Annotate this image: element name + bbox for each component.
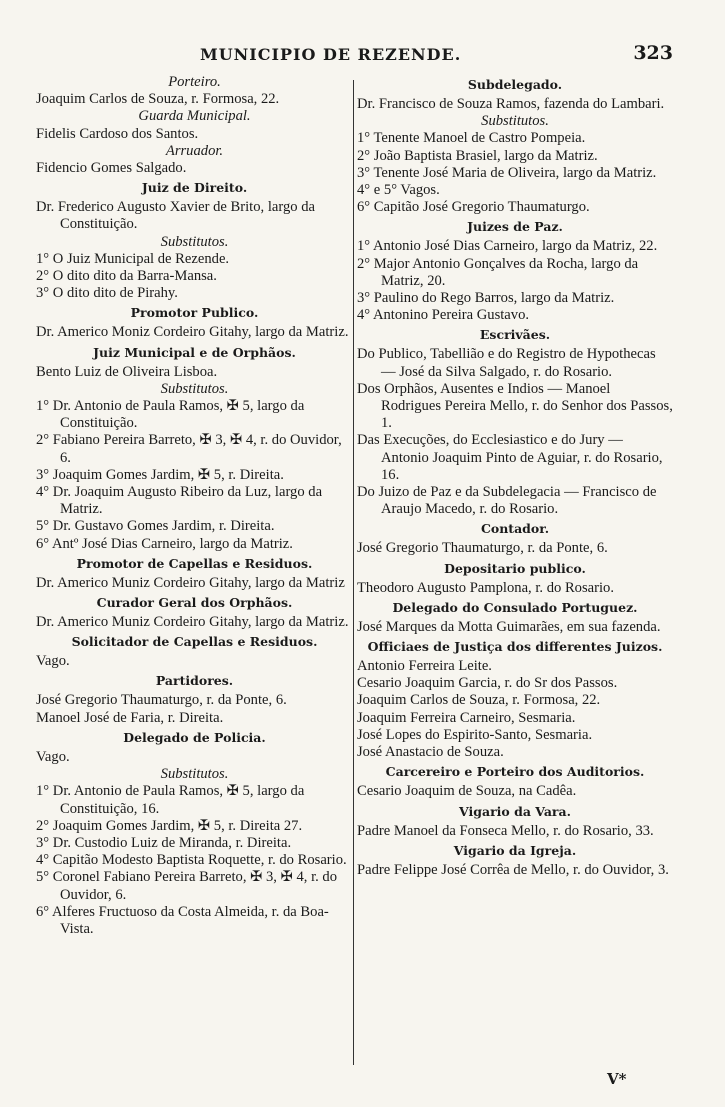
entry: Joaquim Carlos de Souza, r. Formosa, 22. bbox=[36, 91, 280, 108]
entry: 4° Dr. Joaquim Augusto Ribeiro da Luz, largo da Matriz. bbox=[36, 484, 323, 518]
section-heading: Delegado do Consulado Portuguez. bbox=[392, 599, 638, 615]
entry: Fidelis Cardoso dos Santos. bbox=[36, 125, 199, 142]
section-heading: Juiz de Direito. bbox=[141, 180, 248, 196]
entry: Dr. Americo Muniz Cordeiro Gitahy, largo da Matriz bbox=[36, 574, 345, 591]
page-number: 323 bbox=[633, 42, 673, 64]
entry: 2° Fabiano Pereira Barreto, ✠ 3, ✠ 4, r. do Ouvidor, 6. bbox=[36, 432, 342, 466]
entry: Padre Felippe José Corrêa de Mello, r. do Ouvidor, 3. bbox=[357, 861, 669, 878]
entry: Dr. Frederico Augusto Xavier de Brito, largo da Constituição. bbox=[36, 199, 315, 233]
entry: Joaquim Carlos de Souza, r. Formosa, 22. bbox=[357, 692, 601, 709]
entry: Vago. bbox=[36, 748, 70, 765]
subheading: Substitutos. bbox=[160, 380, 229, 397]
page-title: MUNICIPIO DE REZENDE. bbox=[200, 45, 462, 64]
entry: 2° O dito dito da Barra-Mansa. bbox=[36, 268, 217, 285]
section-heading: Promotor Publico. bbox=[130, 305, 259, 321]
subheading: Porteiro. bbox=[168, 74, 221, 90]
section-heading: Juizes de Paz. bbox=[467, 219, 563, 235]
section-heading: Contador. bbox=[480, 521, 550, 537]
section-heading: Subdelegado. bbox=[467, 77, 563, 92]
entry: Bento Luiz de Oliveira Lisboa. bbox=[36, 363, 218, 380]
entry: Cesario Joaquim Garcia, r. do Sr dos Passos. bbox=[357, 675, 618, 692]
entry: 1° Dr. Antonio de Paula Ramos, ✠ 5, largo da Constituição. bbox=[36, 398, 305, 432]
entry: Do Juizo de Paz e da Subdelegacia — Francisco de Araujo Macedo, r. do Rosario. bbox=[357, 484, 657, 518]
column-divider bbox=[353, 80, 354, 1065]
entry: Manoel José de Faria, r. Direita. bbox=[36, 709, 224, 726]
entry: 6° Alferes Fructuoso da Costa Almeida, r. da Boa-Vista. bbox=[36, 903, 329, 937]
entry: 4° Antonino Pereira Gustavo. bbox=[357, 307, 530, 324]
entry: 2° Major Antonio Gonçalves da Rocha, largo da Matriz, 20. bbox=[357, 255, 639, 289]
entry: Dr. Americo Muniz Cordeiro Gitahy, largo da Matriz. bbox=[36, 614, 349, 631]
entry: 3° Dr. Custodio Luiz de Miranda, r. Direita. bbox=[36, 834, 292, 851]
entry: Das Execuções, do Ecclesiastico e do Jury — Antonio Joaquim Pinto de Aguiar, r. do Rosario, 16. bbox=[357, 432, 663, 483]
subheading: Substitutos. bbox=[481, 113, 549, 130]
subheading: Guarda Municipal. bbox=[138, 108, 251, 125]
entry: 1° Tenente Manoel de Castro Pompeia. bbox=[357, 130, 586, 147]
subheading: Arruador. bbox=[165, 142, 224, 159]
entry: Dr. Francisco de Souza Ramos, fazenda do Lambari. bbox=[357, 96, 665, 112]
entry: 3° Tenente José Maria de Oliveira, largo da Matriz. bbox=[357, 164, 657, 181]
entry: 6° Capitão José Gregorio Thaumaturgo. bbox=[357, 199, 590, 216]
entry: José Anastacio de Souza. bbox=[357, 744, 504, 761]
section-heading: Escrivães. bbox=[479, 327, 551, 343]
entry: 4° e 5° Vagos. bbox=[357, 182, 440, 199]
signature-mark: V* bbox=[607, 1070, 627, 1088]
entry: 4° Capitão Modesto Baptista Roquette, r. do Rosario. bbox=[36, 852, 347, 869]
entry: José Marques da Motta Guimarães, em sua fazenda. bbox=[357, 618, 661, 635]
section-heading: Delegado de Policia. bbox=[123, 729, 266, 745]
entry: 6° Antº José Dias Carneiro, largo da Matriz. bbox=[36, 535, 293, 552]
entry: José Lopes do Espirito-Santo, Sesmaria. bbox=[357, 726, 593, 743]
section-heading: Carcereiro e Porteiro dos Auditorios. bbox=[385, 764, 645, 780]
subheading: Substitutos. bbox=[160, 233, 229, 250]
left-column bbox=[36, 74, 353, 938]
section-heading: Solicitador de Capellas e Residuos. bbox=[71, 634, 318, 650]
section-heading: Curador Geral dos Orphãos. bbox=[96, 595, 293, 611]
page-header bbox=[0, 42, 725, 73]
entry: 3° O dito dito de Pirahy. bbox=[36, 285, 178, 302]
entry: 3° Paulino do Rego Barros, largo da Matriz. bbox=[357, 290, 615, 307]
subheading: Substitutos. bbox=[160, 766, 229, 783]
entry: Cesario Joaquim de Souza, na Cadêa. bbox=[357, 783, 577, 800]
entry: 1° Antonio José Dias Carneiro, largo da Matriz, 22. bbox=[357, 238, 658, 255]
entry: 2° Joaquim Gomes Jardim, ✠ 5, r. Direita 27. bbox=[36, 817, 303, 834]
section-heading: Juiz Municipal e de Orphãos. bbox=[93, 344, 296, 360]
section-heading: Vigario da Vara. bbox=[459, 803, 571, 819]
entry: José Gregorio Thaumaturgo, r. da Ponte, 6. bbox=[357, 540, 608, 557]
entry: Padre Manoel da Fonseca Mello, r. do Rosario, 33. bbox=[357, 822, 654, 839]
entry: 3° Joaquim Gomes Jardim, ✠ 5, r. Direita. bbox=[36, 466, 284, 483]
entry: Vago. bbox=[36, 653, 70, 670]
entry: Do Publico, Tabellião e do Registro de Hypothecas — José da Silva Salgado, r. do Rosario. bbox=[357, 346, 656, 380]
entry: José Gregorio Thaumaturgo, r. da Ponte, 6. bbox=[36, 692, 287, 709]
entry: 1° O Juiz Municipal de Rezende. bbox=[36, 250, 230, 267]
entry: Antonio Ferreira Leite. bbox=[357, 658, 492, 675]
entry: Dos Orphãos, Ausentes e Indios — Manoel Rodrigues Pereira Mello, r. do Senhor dos Passos, 1. bbox=[357, 380, 673, 432]
entry: 1° Dr. Antonio de Paula Ramos, ✠ 5, largo da Constituição, 16. bbox=[36, 783, 305, 817]
entry: Fidencio Gomes Salgado. bbox=[36, 160, 187, 177]
section-heading: Promotor de Capellas e Residuos. bbox=[76, 555, 313, 571]
right-column bbox=[357, 74, 673, 879]
entry: 5° Dr. Gustavo Gomes Jardim, r. Direita. bbox=[36, 518, 275, 535]
section-heading: Officiaes de Justiça dos differentes Juizos. bbox=[367, 639, 663, 655]
entry: 2° João Baptista Brasiel, largo da Matriz. bbox=[357, 147, 598, 164]
entry: 5° Coronel Fabiano Pereira Barreto, ✠ 3, ✠ 4, r. do Ouvidor, 6. bbox=[36, 869, 338, 903]
section-heading: Vigario da Igreja. bbox=[453, 842, 577, 858]
section-heading: Partidores. bbox=[155, 673, 234, 689]
entry: Theodoro Augusto Pamplona, r. do Rosario. bbox=[357, 579, 614, 596]
section-heading: Depositario publico. bbox=[444, 560, 586, 576]
entry: Joaquim Ferreira Carneiro, Sesmaria. bbox=[357, 709, 576, 726]
entry: Dr. Americo Moniz Cordeiro Gitahy, largo da Matriz. bbox=[36, 324, 349, 341]
